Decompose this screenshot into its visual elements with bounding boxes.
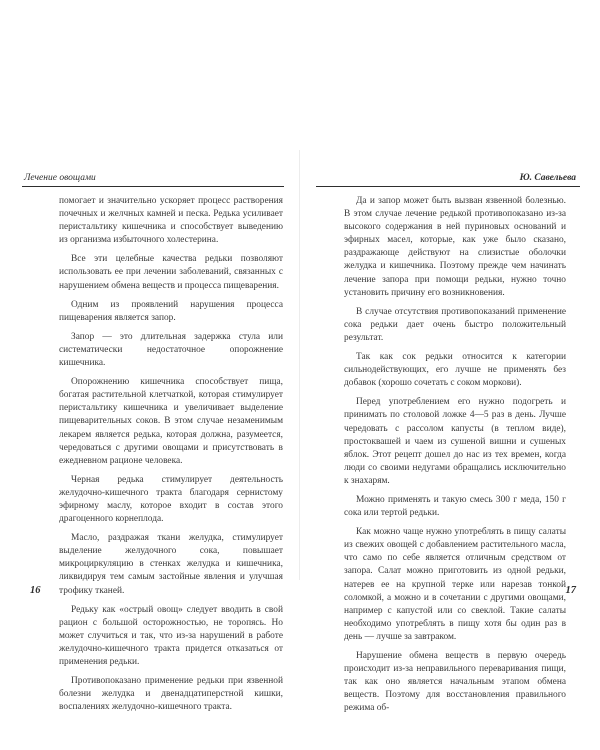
paragraph: Все эти целебные качества редьки позволяют использовать ее при лечении заболеваний, связанных с нарушением обмена веществ и процесса пищеварения. xyxy=(59,254,283,291)
paragraph: Одним из проявлений нарушения процесса пищеварения является запор. xyxy=(59,299,283,323)
left-page xyxy=(0,0,298,750)
gutter-shadow xyxy=(299,150,300,580)
paragraph: Черная редька стимулирует деятельность желудочно-кишечного тракта благодаря сернистому эфирному маслу, которое входит в состав этого драгоценного корнеплода. xyxy=(59,474,283,525)
paragraph: Так как сок редьки относится к категории сильнодействующих, его лучше не применять без добавок (хорошо сочетать с соком моркови). xyxy=(344,352,566,389)
right-running-head: Ю. Савельева xyxy=(519,173,576,183)
paragraph: Противопоказано применение редьки при язвенной болезни желудка и двенадцатиперстной кишки, воспалениях желудочно-кишечного тракта. xyxy=(59,676,283,713)
right-header-rule xyxy=(316,186,580,187)
paragraph: В случае отсутствия противопоказаний применение сока редьки дает очень быстро положительный результат. xyxy=(344,306,566,343)
paragraph: Масло, раздражая ткани желудка, стимулирует выделение желудочного сока, повышает микроциркуляцию в стенках желудка и кишечника, ликвидируя тем самым застойные явления и улучшая трофику тканей. xyxy=(59,533,283,596)
left-body-text xyxy=(59,195,283,720)
paragraph: Нарушение обмена веществ в первую очередь происходит из-за неправильного переваривания пищи, так как оно является начальным этапом обмена веществ. Поэтому для восстановления правильного режима об- xyxy=(344,651,566,714)
right-body-text xyxy=(344,195,566,721)
left-running-head: Лечение овощами xyxy=(24,173,96,183)
paragraph: Опорожнению кишечника способствует пища, богатая растительной клетчаткой, которая стимулирует перистальтику кишечника и увеличивает выделение пищеварительных соков. В этом случае незаменимым лекарем является редька, которая должна, разумеется, чередоваться с другими овощами и присутствовать в ежедневном рационе человека. xyxy=(59,377,283,466)
paragraph: Запор — это длительная задержка стула или систематически недостаточное опорожнение кишечника. xyxy=(59,331,283,369)
paragraph: Да и запор может быть вызван язвенной болезнью. В этом случае лечение редькой противопоказано из-за высокого содержания в ней пуриновых оснований и эфирных масел, которые, как уже было сказано, раздражающе действуют на слизистые оболочки желудка и кишечника. Поэтому прежде чем начинать лечение запора при помощи редьки, нужно точно установить причину его возникновения. xyxy=(344,196,566,298)
paragraph: Редьку как «острый овощ» следует вводить в свой рацион с большой осторожностью, не торопясь. Но может случиться и так, что из-за нарушений в работе желудочно-кишечного тракта придется отказаться от применения редьки. xyxy=(59,604,283,667)
paragraph: Перед употреблением его нужно подогреть и принимать по столовой ложке 4—5 раз в день. Лучше чередовать с рассолом капусты (в теплом виде), простоквашей и чаем из сушеной вишни и сушеных яблок. Этот рецепт дошел до нас из тех времен, когда люди со своими недугами обращались исключительно к знахарям. xyxy=(344,397,566,486)
right-page-number: 17 xyxy=(565,585,576,596)
paragraph: Можно применять и такую смесь 300 г меда, 150 г сока или тертой редьки. xyxy=(344,494,566,519)
left-page-number: 16 xyxy=(30,585,41,596)
right-page xyxy=(302,0,600,750)
paragraph: Как можно чаще нужно употреблять в пищу салаты из свежих овощей с добавлением растительного масла, что само по себе является отличным средством от запора. Салат можно приготовить из одной редьки, натерев ее на крупной терке или нарезав тонкой соломкой, а можно и в сочетании с другими овощами, например с капустой или со свеклой. Такие салаты необходимо употреблять в пищу хотя бы один раз в день — лучше за завтраком. xyxy=(344,527,566,642)
paragraph: помогает и значительно ускоряет процесс растворения почечных и желчных камней и песка. Редька усиливает перистальтику кишечника и способствует выведению из организма избыточного холестерина. xyxy=(59,196,283,246)
left-header-rule xyxy=(22,186,284,187)
